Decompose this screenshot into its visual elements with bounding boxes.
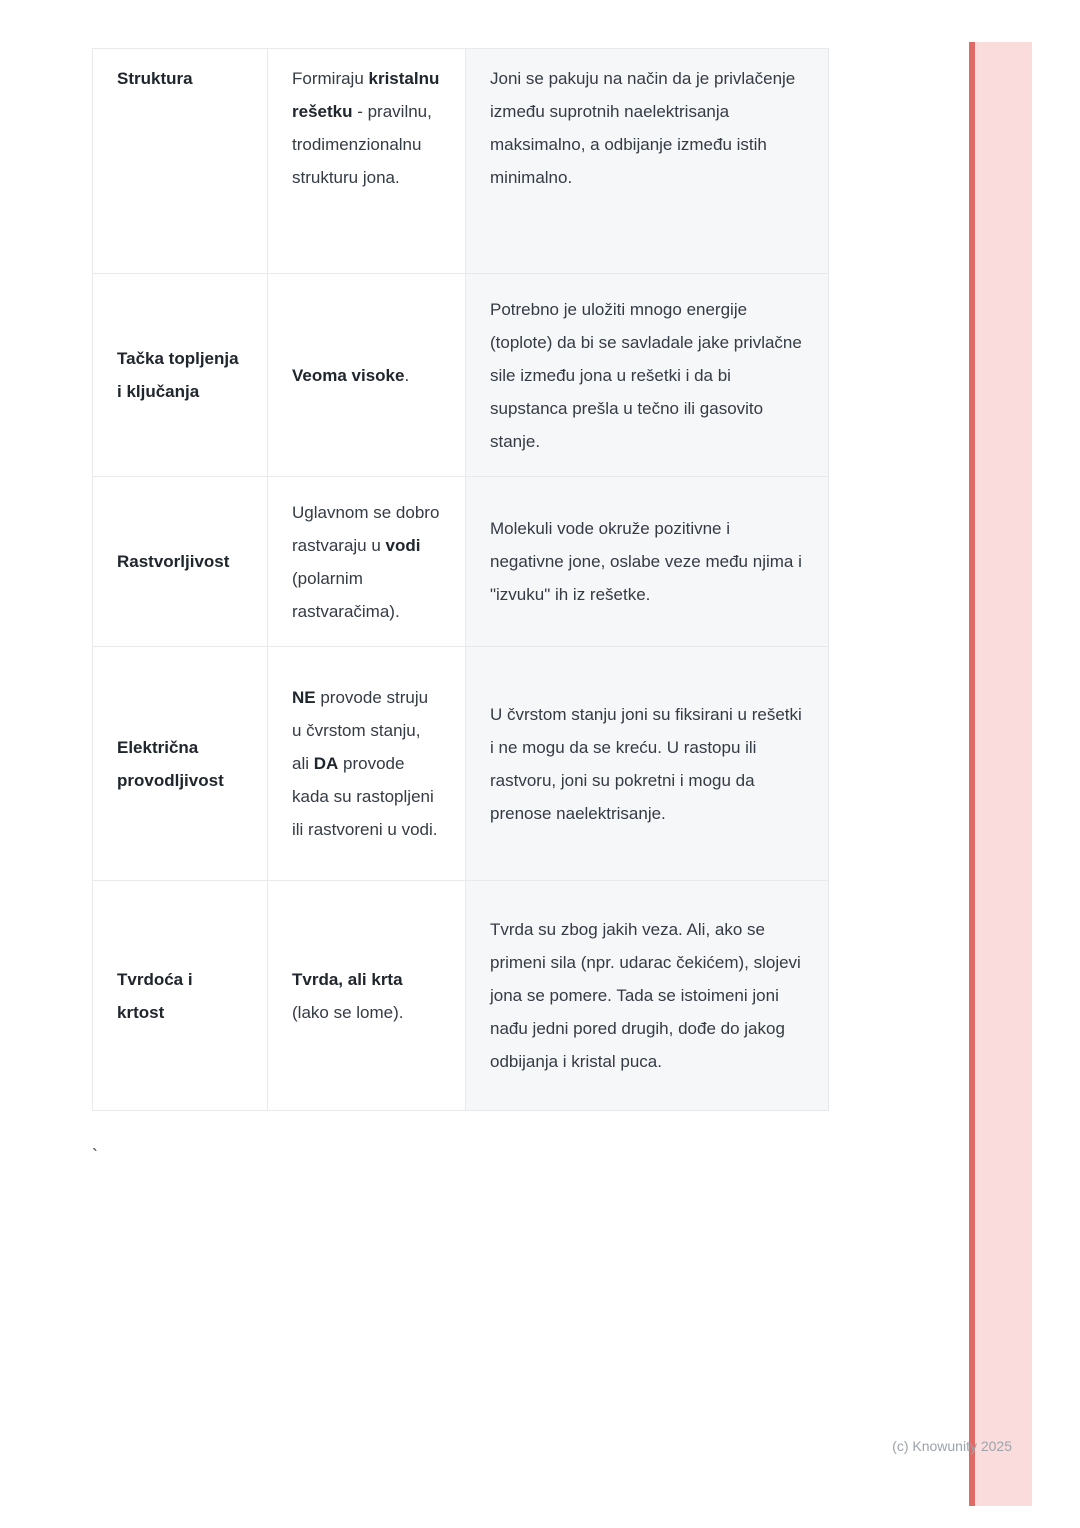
explanation-cell: U čvrstom stanju joni su fiksirani u rešetki i ne mogu da se kreću. U rastopu ili rastvoru, joni su pokretni i mogu da prenose naelektrisanje.	[466, 647, 829, 881]
footer-credit: (c) Knowunity 2025	[892, 1438, 1012, 1454]
value-cell: NE provode struju u čvrstom stanju, ali DA provode kada su rastopljeni ili rastvoreni u vodi.	[268, 647, 466, 881]
property-cell: Rastvorljivost	[93, 477, 268, 647]
table-row	[93, 274, 829, 477]
stray-backtick-character: `	[92, 1146, 98, 1166]
explanation-cell: Potrebno je uložiti mnogo energije (toplote) da bi se savladale jake privlačne sile između jona u rešetki i da bi supstanca prešla u tečno ili gasovito stanje.	[466, 274, 829, 477]
value-cell: Uglavnom se dobro rastvaraju u vodi (polarnim rastvaračima).	[268, 477, 466, 647]
value-cell: Veoma visoke.	[268, 274, 466, 477]
property-cell: Struktura	[93, 49, 268, 274]
table-row	[93, 477, 829, 647]
explanation-cell: Joni se pakuju na način da je privlačenje između suprotnih naelektrisanja maksimalno, a odbijanje između istih minimalno.	[466, 49, 829, 274]
explanation-cell: Molekuli vode okruže pozitivne i negativne jone, oslabe veze među njima i "izvuku" ih iz rešetke.	[466, 477, 829, 647]
page-accent-band	[975, 42, 1032, 1506]
properties-table	[92, 48, 829, 1111]
value-cell: Tvrda, ali krta (lako se lome).	[268, 881, 466, 1111]
explanation-cell: Tvrda su zbog jakih veza. Ali, ako se primeni sila (npr. udarac čekićem), slojevi jona se pomere. Tada se istoimeni joni nađu jedni pored drugih, dođe do jakog odbijanja i kristal puca.	[466, 881, 829, 1111]
table-row	[93, 881, 829, 1111]
property-cell: Električna provodljivost	[93, 647, 268, 881]
value-cell: Formiraju kristalnu rešetku - pravilnu, trodimenzionalnu strukturu jona.	[268, 49, 466, 274]
property-cell: Tvrdoća i krtost	[93, 881, 268, 1111]
table-row	[93, 49, 829, 274]
property-cell: Tačka topljenja i ključanja	[93, 274, 268, 477]
table-row	[93, 647, 829, 881]
